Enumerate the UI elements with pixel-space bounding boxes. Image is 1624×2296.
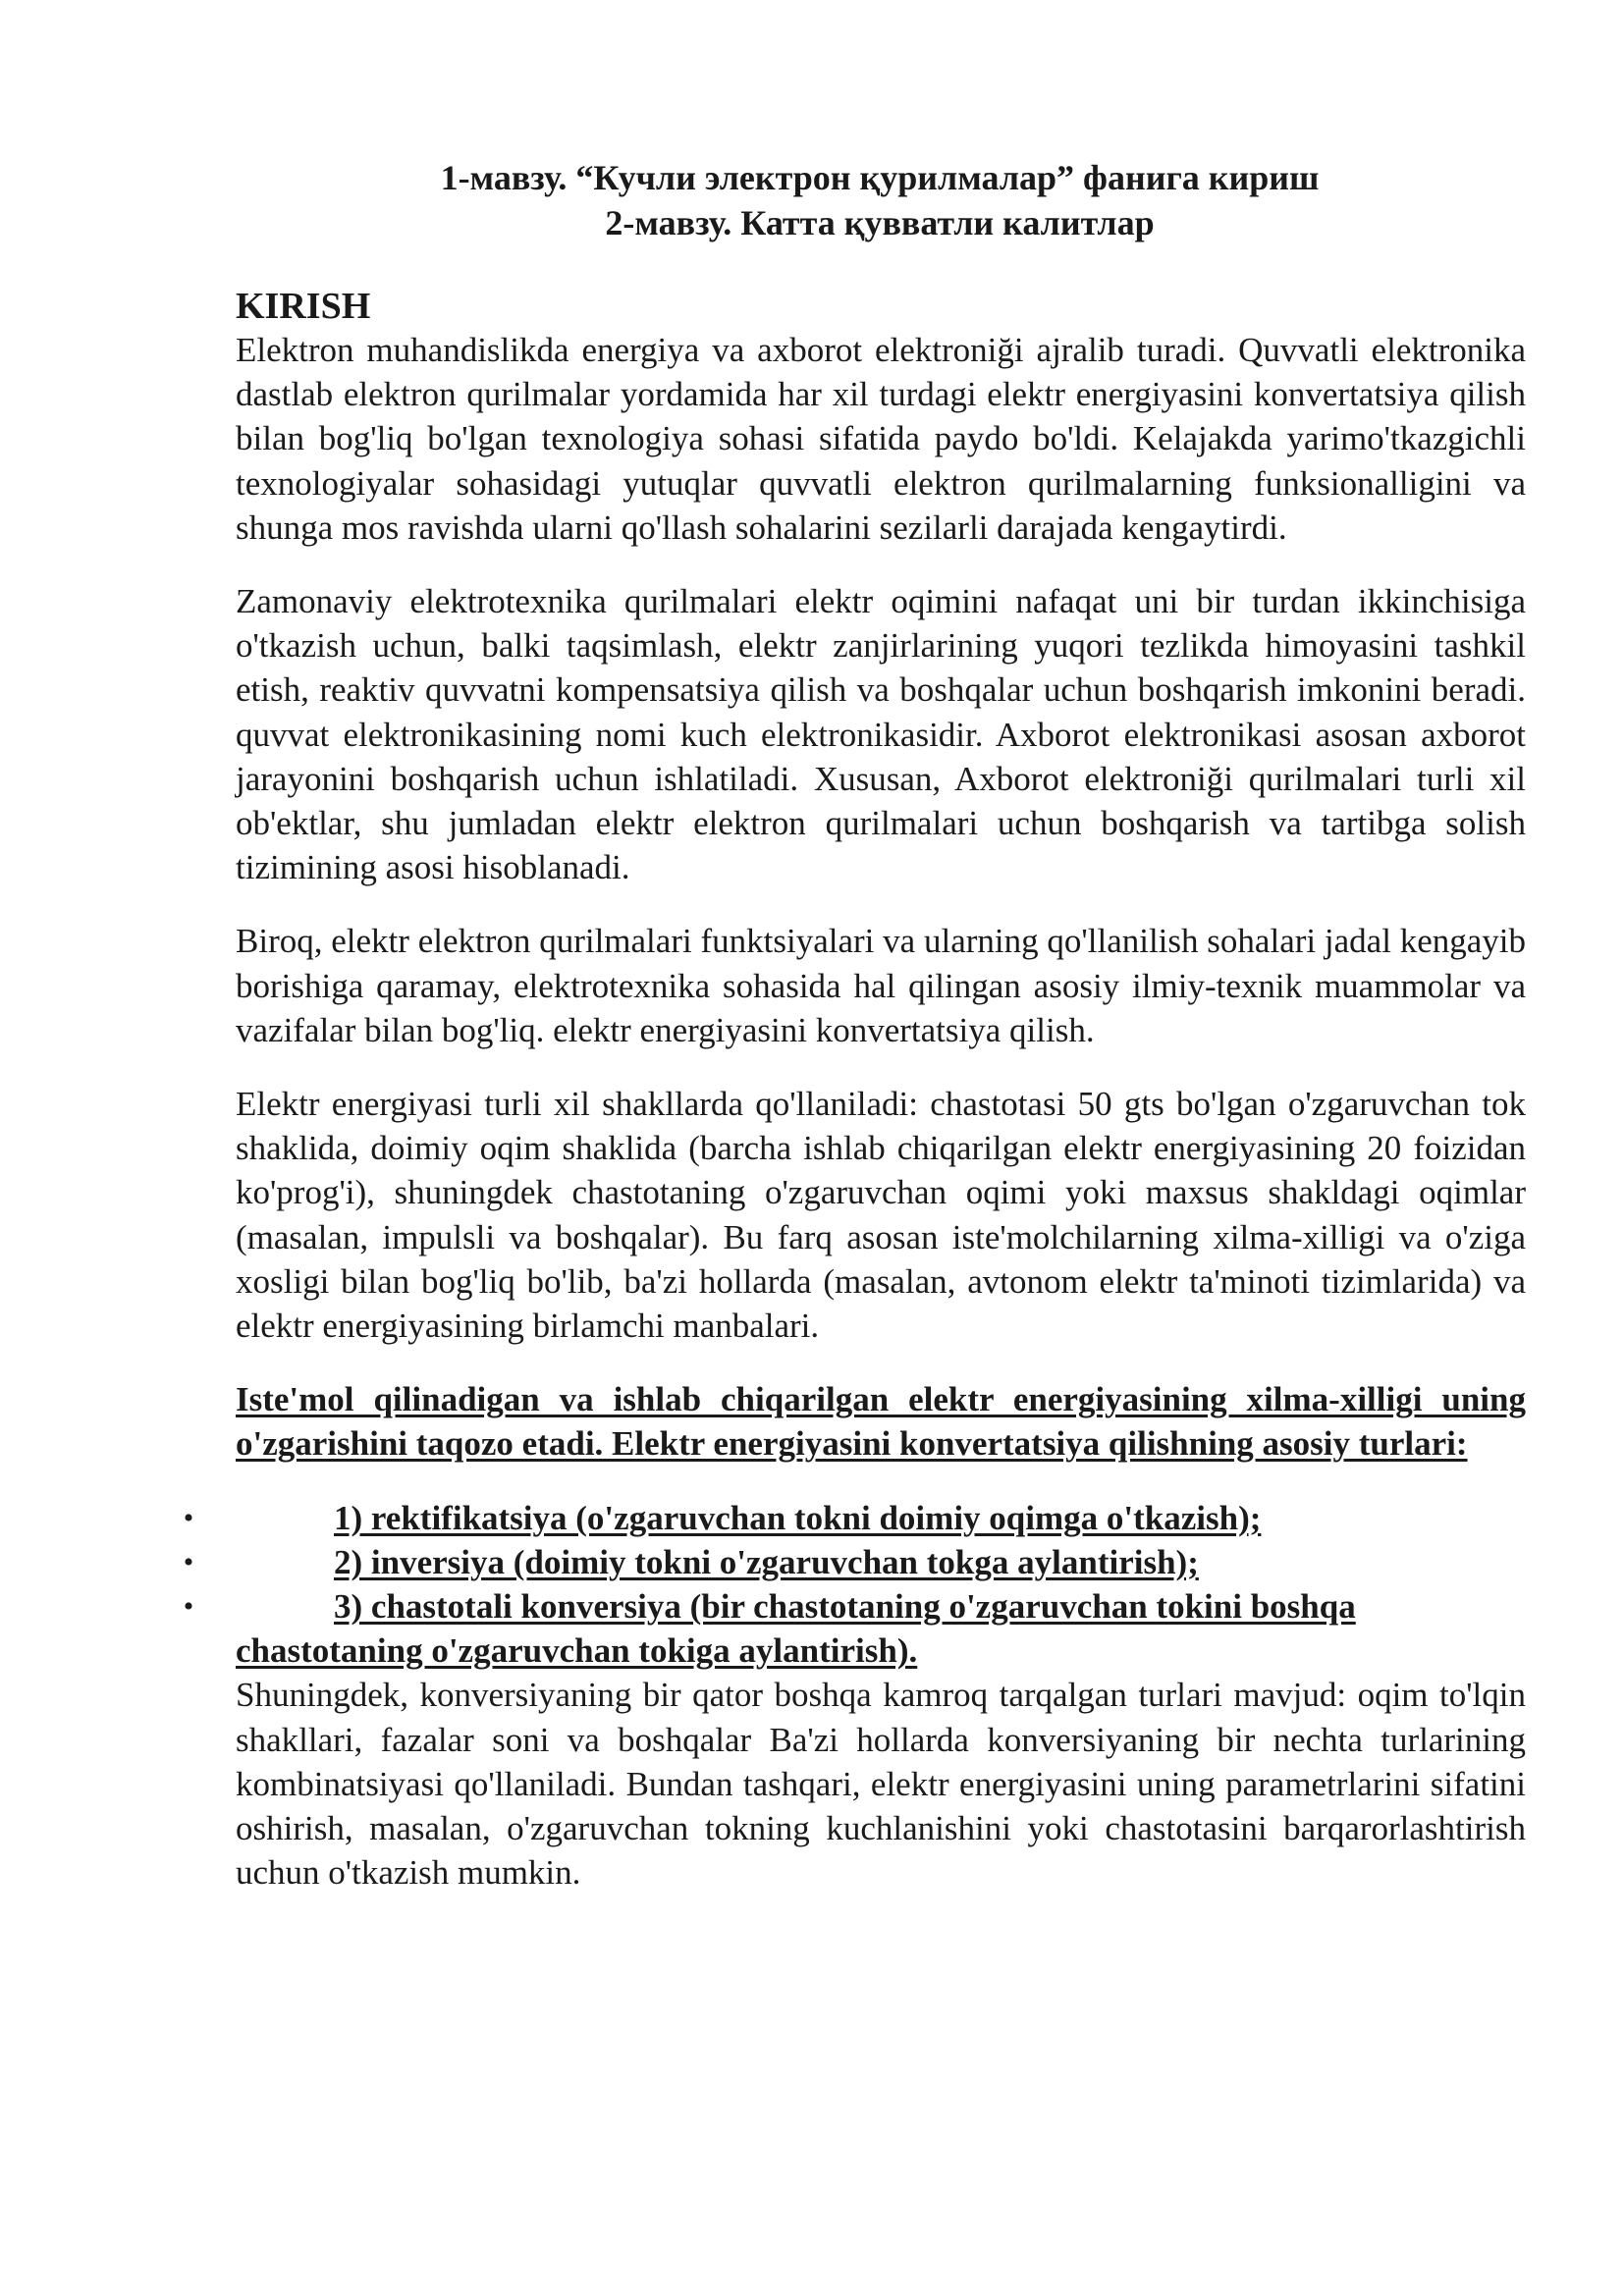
paragraph-applications: Biroq, elektr elektron qurilmalari funktsiyalari va ularning qo'llanilish sohalari jadal kengayib borishiga qaramay, elektrotexnika sohasida hal qilingan asosiy ilmiy-texnik muammolar va vazifalar bilan bog'liq. elektr energiyasini konvertatsiya qilish. — [236, 922, 1526, 1049]
paragraph-modern-devices: Zamonaviy elektrotexnika qurilmalari elektr oqimini nafaqat uni bir turdan ikkinchisiga o'tkazish uchun, balki taqsimlash, elektr zanjirlarining yuqori tezlikda himoyasini tashkil etish, reaktiv quvvatni kompensatsiya qilish va boshqalar uchun boshqarish imkonini beradi. quvvat elektronikasining nomi kuch elektronikasidir. Axborot elektronikasi asosan axborot jarayonini boshqarish uchun ishlatiladi. Xususan, Axborot elektroniği qurilmalari turli xil ob'ektlar, shu jumladan elektr elektron qurilmalari uchun boshqarish va tartibga solish tizimining asosi hisoblanadi. — [236, 582, 1526, 887]
bullet-icon: • — [183, 1501, 194, 1534]
document-content — [183, 155, 1526, 1896]
emphasis-paragraph: Iste'mol qilinadigan va ishlab chiqarilgan elektr energiyasining xilma-xilligi uning o'zgarishini taqozo etadi. Elektr energiyasini konvertatsiya qilishning asosiy turlari: — [236, 1380, 1526, 1464]
paragraph-energy-forms: Elektr energiyasi turli xil shakllarda qo'llaniladi: chastotasi 50 gts bo'lgan o'zgaruvchan tok shaklida, doimiy oqim shaklida (barcha ishlab chiqarilgan elektr energiyasining 20 foizidan ko'prog'i), shuningdek chastotaning o'zgaruvchan oqimi yoki maxsus shakldagi oqimlar (masalan, impulsli va boshqalar). Bu farq asosan iste'molchilarning xilma-xilligi va o'ziga xosligi bilan bog'liq bo'lib, ba'zi hollarda (masalan, avtonom elektr ta'minoti tizimlarida) va elektr energiyasining birlamchi manbalari. — [236, 1085, 1526, 1346]
section-heading: KIRISH — [236, 286, 371, 327]
page-title — [234, 155, 1526, 245]
list-item-text: 1) rektifikatsiya (o'zgaruvchan tokni doimiy oqimga o'tkazish); — [334, 1498, 1262, 1537]
list-item-text: 3) chastotali konversiya (bir chastotaning o'zgaruvchan tokini boshqa chastotaning o'zgaruvchan tokiga aylantirish). — [236, 1587, 1356, 1671]
title-line-topic-1: 1-мавзу. “Кучли электрон қурилмалар” фанига кириш — [440, 158, 1320, 197]
title-line-topic-2: 2-мавзу. Катта қувватли калитлар — [605, 203, 1155, 242]
list-item — [183, 1584, 1526, 1673]
list-item — [183, 1496, 1526, 1540]
bullet-icon: • — [183, 1545, 194, 1578]
paragraph-closing: Shuningdek, konversiyaning bir qator boshqa kamroq tarqalgan turlari mavjud: oqim to'lqin shakllari, fazalar soni va boshqalar Ba'zi hollarda konversiyaning bir nechta turlarining kombinatsiyasi qo'llaniladi. Bundan tashqari, elektr energiyasini uning parametrlarini sifatini oshirish, masalan, o'zgaruvchan tokning kuchlanishini yoki chastotasini barqarorlashtirish uchun o'tkazish mumkin. — [236, 1676, 1526, 1893]
paragraph-intro: Elektron muhandislikda energiya va axborot elektroniği ajralib turadi. Quvvatli elektronika dastlab elektron qurilmalar yordamida har xil turdagi elektr energiyasini konvertatsiya qilish bilan bog'liq bo'lgan texnologiya sohasi sifatida paydo bo'ldi. Kelajakda yarimo'tkazgichli texnologiyalar sohasidagi yutuqlar quvvatli elektron qurilmalarning funksionalligini va shunga mos ravishda ularni qo'llash sohalarini sezilarli darajada kengaytirdi. — [236, 331, 1526, 547]
list-item — [183, 1540, 1526, 1584]
list-item-text: 2) inversiya (doimiy tokni o'zgaruvchan tokga aylantirish); — [334, 1542, 1199, 1581]
conversion-types-list — [183, 1496, 1526, 1674]
bullet-icon: • — [183, 1590, 194, 1624]
